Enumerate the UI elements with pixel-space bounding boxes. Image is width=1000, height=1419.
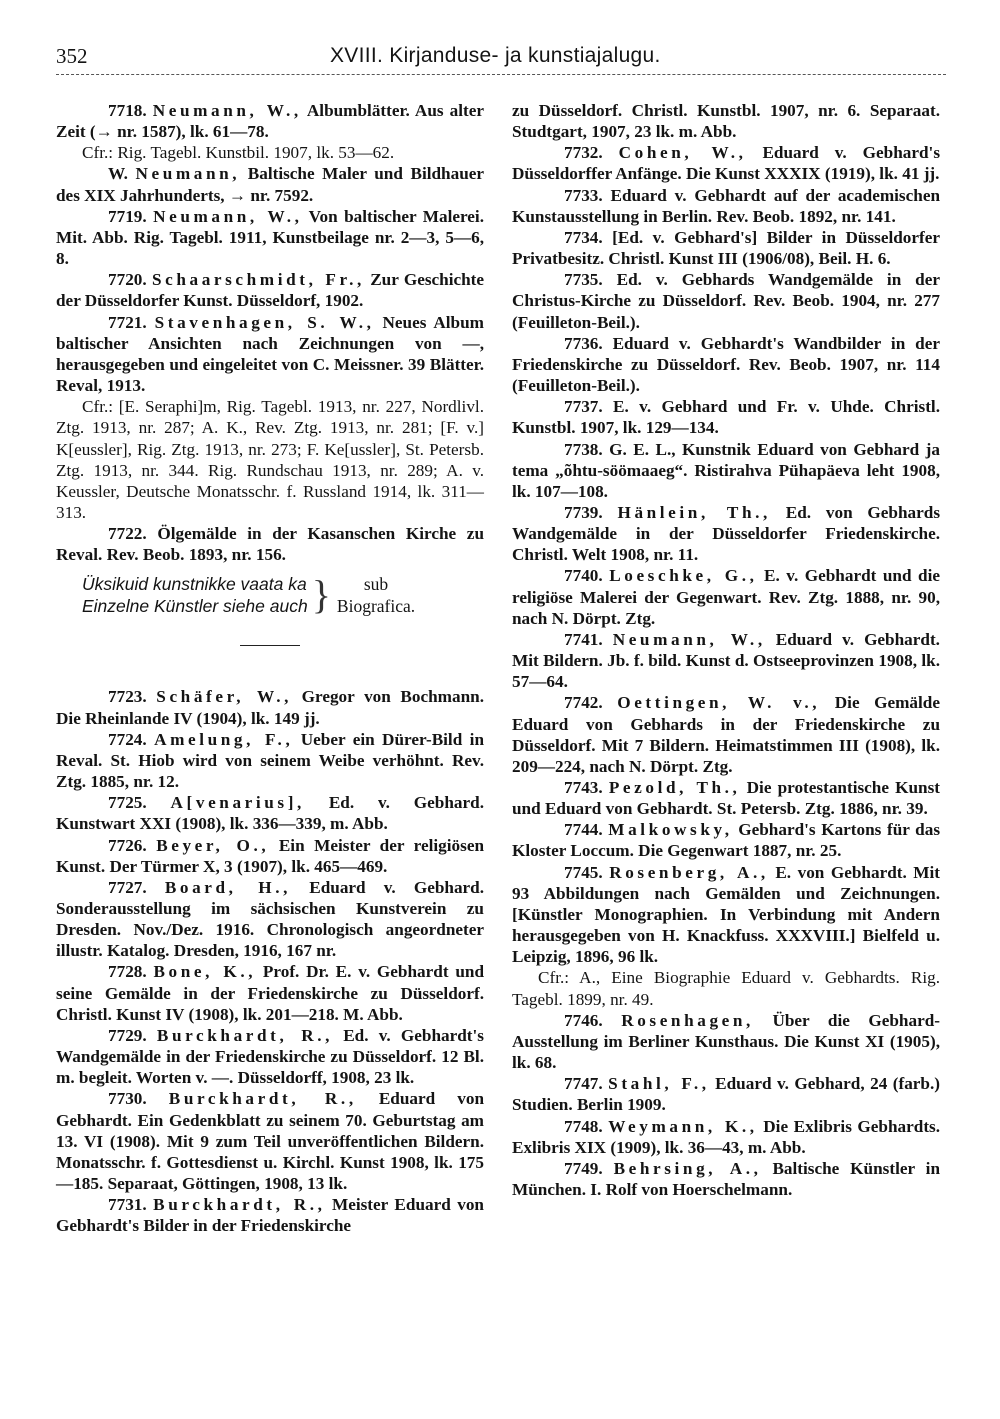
entry-text: E. v. Gebhard und Fr. v. Uhde. Christl. Kunstbl. 1907, lk. 129—134.: [512, 397, 940, 438]
bibliography-entry: [56, 1088, 484, 1194]
entry-author: Behrsing, A.,: [613, 1158, 762, 1178]
entry-number: 7731.: [108, 1195, 147, 1215]
bibliography-entry: [512, 185, 940, 227]
entry-number: 7739.: [564, 502, 603, 522]
bibliography-entry: [56, 877, 484, 962]
entry-author: Amelung, F.,: [154, 729, 294, 749]
note-target-biografica: Biografica.: [336, 596, 416, 617]
entry-text: zu Düsseldorf. Christl. Kunstbl. 1907, nr. 6. Separaat. Studtgart, 1907, 23 lk. m. Abb.: [512, 101, 940, 142]
entry-number: 7726.: [108, 835, 147, 855]
entry-number: 7738.: [564, 439, 603, 459]
bibliography-entry: [512, 396, 940, 438]
entry-text: Ed. von Gebhards Wandgemälde in der Düsseldorfer Friedenskirche. Christl. Welt 1908, nr. 11.: [512, 502, 941, 565]
bibliography-entry: [512, 142, 940, 184]
entry-number: 7737.: [564, 397, 603, 417]
entry-text: Eduard v. Gebhard's Düsseldorffer Anfänge. Die Kunst XXXIX (1919), lk. 41 jj.: [512, 143, 941, 184]
entry-text: Gregor von Bochmann. Die Rheinlande IV (1904), lk. 149 jj.: [56, 687, 484, 728]
bibliography-entry: [56, 835, 484, 877]
entry-author: Stahl, F.,: [608, 1074, 710, 1094]
bibliography-entry: [512, 629, 940, 692]
bibliography-entry: [512, 777, 940, 819]
entry-author: Hänlein, Th.,: [617, 502, 771, 522]
entry-text: Ueber ein Dürer-Bild in Reval. St. Hiob wird von seinem Weibe verhöhnt. Rev. Ztg. 1885, nr. 12.: [56, 729, 485, 792]
bibliography-entry: [56, 1025, 484, 1088]
entry-author: Board, H.,: [164, 877, 292, 897]
bibliography-entry: [56, 729, 484, 792]
entry-author: Burckhardt, R.,: [156, 1025, 333, 1045]
entry-author: Cohen, W.,: [618, 143, 747, 163]
entry-author: Burckhardt, R.,: [168, 1089, 357, 1109]
entry-author: Rosenhagen,: [621, 1010, 754, 1030]
entry-text: Zur Geschichte der Düsseldorfer Kunst. Düsseldorf, 1902.: [56, 270, 485, 311]
bibliography-entry: [512, 100, 940, 142]
entry-text: Eduard von Gebhardt. Ein Gedenkblatt zu seinem 70. Geburtstag am 13. VI (1908). Mit 9 zum Teil unveröffentlichen Bildern. Monatsschr. f. Gottesdienst u. Kirchl. Kunst 1908, lk. 175—185. Separaat, Göttingen, 1908, 13 lk.: [56, 1089, 484, 1194]
entry-author: Neumann, W.,: [152, 101, 302, 120]
entry-author: Schäfer, W.,: [156, 687, 293, 707]
bibliography-entry: [56, 206, 484, 269]
entry-author: Oettingen, W. v.,: [617, 693, 821, 713]
entry-text: Baltische Künstler in München. I. Rolf von Hoerschelmann.: [512, 1158, 941, 1199]
brace-glyph: }: [311, 572, 331, 618]
entry-text: Über die Gebhard-Ausstellung im Berliner Kunsthaus. Die Kunst XI (1905), lk. 68.: [512, 1010, 941, 1073]
entry-text: Ed. v. Gebhard. Kunstwart XXI (1908), lk. 336—339, m. Abb.: [56, 793, 485, 834]
entry-text: Neues Album baltischer Ansichten nach Zeichnungen von —, herausgegeben und eingeleitet von C. Meissner. 39 Blätter. Reval, 1913.: [56, 312, 484, 396]
entry-author: Pezold, Th.,: [608, 778, 741, 797]
note-lines: [82, 573, 308, 617]
entry-author: Malkowsky,: [608, 820, 733, 840]
entry-number: 7736.: [564, 333, 603, 353]
note-line-estonian: Üksikuid kunstnikke vaata ka: [82, 574, 307, 595]
right-column: [512, 100, 940, 1200]
bibliography-entry: [512, 1116, 940, 1158]
entry-number: 7734.: [564, 227, 603, 247]
entry-number: 7722.: [108, 524, 147, 544]
section-divider: [240, 645, 300, 646]
page-number: 352: [56, 44, 88, 68]
entry-text: Die protestantische Kunst und Eduard von Gebhardt. St. Petersb. Ztg. 1886, nr. 39.: [512, 778, 941, 819]
entry-author: A[venarius],: [170, 793, 305, 813]
entry-number: 7745.: [564, 862, 603, 882]
entry-text: Meister Eduard von Gebhardt's Bilder in der Friedenskirche: [56, 1195, 484, 1236]
bibliography-entry: [512, 227, 940, 269]
entry-author: Weymann, K.,: [608, 1116, 758, 1136]
bibliography-entry: [512, 333, 940, 396]
entry-text: Prof. Dr. E. v. Gebhardt und seine Gemälde in der Friedenskirche zu Düsseldorf. Christl. Kunst IV (1908), lk. 201—218. M. Abb.: [56, 962, 484, 1024]
bibliography-entry: [512, 819, 940, 861]
entry-text: Eduard v. Gebhardt auf der academischen Kunstausstellung in Berlin. Rev. Beob. 1892, nr. 141.: [512, 185, 940, 226]
running-title: XVIII. Kirjanduse- ja kunstiajalugu.: [330, 44, 661, 67]
entry-number: 7743.: [564, 778, 603, 797]
cfr-reference: Cfr.: A., Eine Biographie Eduard v. Gebhardts. Rig. Tagebl. 1899, nr. 49.: [512, 968, 940, 1009]
entry-number: 7719.: [108, 206, 147, 226]
cfr-reference: Cfr.: [E. Seraphi]m, Rig. Tagebl. 1913, nr. 227, Nordlivl. Ztg. 1913, nr. 287; A. K., Rev. Ztg. 1913, nr. 281; [F. v.] K[eussler], Rig. Ztg. 1913, nr. 273; F. Ke[ussler], St. Petersb. Ztg. 1913, nr. 344. Rig. Rundschau 1913, nr. 289; A. v. Keussler, Deutsche Monatsschr. f. Russland 1914, lk. 311—313.: [56, 397, 484, 522]
entry-text: Ölgemälde in der Kasanschen Kirche zu Reval. Rev. Beob. 1893, nr. 156.: [56, 524, 484, 565]
entry-text: E. v. Gebhardt und die religiöse Malerei der Gegenwart. Rev. Ztg. 1888, nr. 90, nach N. Dörpt. Ztg.: [512, 566, 941, 628]
entry-author: Schaarschmidt, Fr.,: [151, 270, 365, 290]
entry-author: Stavenhagen, S. W.,: [154, 312, 375, 332]
entry-author: Beyer, O.,: [156, 835, 270, 855]
entry-author: Rosenberg, A.,: [609, 862, 769, 882]
bibliography-entry: [56, 686, 484, 728]
cross-reference-note: [82, 573, 484, 617]
entry-number: 7741.: [564, 629, 603, 649]
entry-number: 7728.: [108, 962, 147, 982]
entry-number: 7735.: [564, 270, 603, 290]
entry-number: 7749.: [564, 1158, 603, 1178]
entry-number: 7718.: [108, 101, 147, 120]
entry-text: Eduard v. Gebhard. Sonderausstellung im sächsischen Kunstverein zu Dresden. Nov./Dez. 1916. Chronologisch angeordneter illustr. Katalog. Dresden, 1916, 167 nr.: [56, 877, 485, 961]
note-target: [337, 573, 415, 617]
entry-author: Neumann, W.,: [153, 206, 303, 226]
entry-author: Loeschke, G.,: [609, 566, 758, 586]
entry-number: 7729.: [108, 1025, 147, 1045]
entry-number: 7725.: [108, 793, 147, 813]
entry-text: [Ed. v. Gebhard's] Bilder in Düsseldorfer Privatbesitz. Christl. Kunst III (1906/08), Beil. H. 6.: [512, 227, 941, 269]
header-rule: [56, 74, 946, 75]
entry-text: E. von Gebhardt. Mit 93 Abbildungen nach Gemälden und Zeichnungen. [Künstler Monographien. In Verbindung mit Andern herausgegeben von H. Knackfuss. XXXVIII.] Bielfeld u. Leipzig, 1896, 96 lk.: [512, 862, 941, 967]
bibliography-entry: [56, 523, 484, 565]
bibliography-entry: [512, 862, 940, 968]
note-target-sub: sub: [363, 574, 389, 595]
entry-text: Gebhard's Kartons für das Kloster Loccum. Die Gegenwart 1887, nr. 25.: [512, 820, 941, 861]
entry-text: Eduard v. Gebhard, 24 (farb.) Studien. Berlin 1909.: [512, 1074, 941, 1115]
entry-text: Von baltischer Malerei. Mit. Abb. Rig. Tagebl. 1911, Kunstbeilage nr. 2—3, 5—6, 8.: [56, 206, 484, 269]
entry-author: Burckhardt, R.,: [153, 1195, 326, 1215]
entry-number: 7723.: [108, 687, 147, 707]
bibliography-entry: [56, 312, 484, 397]
entry-number: 7733.: [564, 185, 603, 205]
bibliography-entry: [56, 163, 484, 205]
bibliography-entry: [56, 1194, 484, 1236]
page-header: [0, 0, 1000, 80]
bibliography-entry: [512, 1010, 940, 1073]
entry-text: Ed. v. Gebhards Wandgemälde in der Christus-Kirche zu Düsseldorf. Rev. Beob. 1904, nr. 277 (Feuilleton-Beil.).: [512, 270, 941, 332]
bibliography-entry: [512, 1073, 940, 1115]
entry-number: W.: [108, 164, 128, 184]
entry-number: 7742.: [564, 693, 603, 713]
bibliography-entry: [512, 692, 940, 777]
bibliography-entry: [56, 961, 484, 1024]
bibliography-entry: [512, 439, 940, 502]
entry-author: Neumann, W.,: [612, 629, 766, 649]
entry-text: Ed. v. Gebhardt's Wandgemälde in der Friedenskirche zu Düsseldorf. 12 Bl. m. begleit. Worten v. —. Düsseldorff, 1908, 23 lk.: [56, 1025, 484, 1088]
entry-number: 7744.: [564, 820, 603, 840]
bibliography-entry: [512, 1158, 940, 1200]
entry-text: Eduard v. Gebhardt. Mit Bildern. Jb. f. bild. Kunst d. Ostseeprovinzen 1908, lk. 57—64.: [512, 629, 940, 692]
entry-number: 7740.: [564, 566, 603, 586]
entry-number: 7746.: [564, 1010, 603, 1030]
entry-number: 7748.: [564, 1116, 603, 1136]
entry-text: Baltische Maler und Bildhauer des XIX Jahrhunderts, → nr. 7592.: [56, 164, 485, 205]
entry-number: 7727.: [108, 877, 147, 897]
entry-number: 7724.: [108, 729, 147, 749]
entry-text: Albumblätter. Aus alter Zeit (→ nr. 1587), lk. 61—78.: [56, 101, 484, 142]
entry-author: Neumann,: [135, 164, 241, 184]
entry-text: Ein Meister der religiösen Kunst. Der Türmer X, 3 (1907), lk. 465—469.: [56, 835, 485, 876]
entry-text: Die Gemälde Eduard von Gebhards in der Friedenskirche zu Düsseldorf. Mit 7 Bildern. Heimatstimmen III (1908), lk. 209—224, nach N. Dörpt. Ztg.: [512, 693, 940, 776]
entry-number: 7721.: [108, 312, 147, 332]
left-column: [56, 100, 484, 1237]
cfr-reference: Cfr.: Rig. Tagebl. Kunstbil. 1907, lk. 53—62.: [82, 143, 395, 163]
entry-number: 7720.: [108, 270, 147, 290]
bibliography-entry: [56, 269, 484, 311]
entry-number: 7747.: [564, 1074, 603, 1094]
bibliography-entry: [512, 565, 940, 628]
bibliography-entry: [56, 792, 484, 834]
entry-text: Eduard v. Gebhardt's Wandbilder in der Friedenskirche zu Düsseldorf. Rev. Beob. 1907, nr. 114 (Feuilleton-Beil.).: [512, 333, 940, 396]
bibliography-entry: [512, 502, 940, 565]
note-line-german: Einzelne Künstler siehe auch: [82, 596, 308, 617]
entry-text: G. E. L., Kunstnik Eduard von Gebhard ja tema „õhtu-söömaaeg“. Ristirahva Pühapäeva leht 1908, lk. 107—108.: [512, 439, 940, 501]
bibliography-entry: [512, 269, 940, 332]
bibliography-entry: [56, 100, 484, 142]
entry-author: Bone, K.,: [153, 962, 257, 982]
entry-number: 7730.: [108, 1089, 147, 1109]
entry-number: 7732.: [564, 143, 603, 163]
entry-text: Die Exlibris Gebhardts. Exlibris XIX (1909), lk. 36—43, m. Abb.: [512, 1116, 941, 1157]
